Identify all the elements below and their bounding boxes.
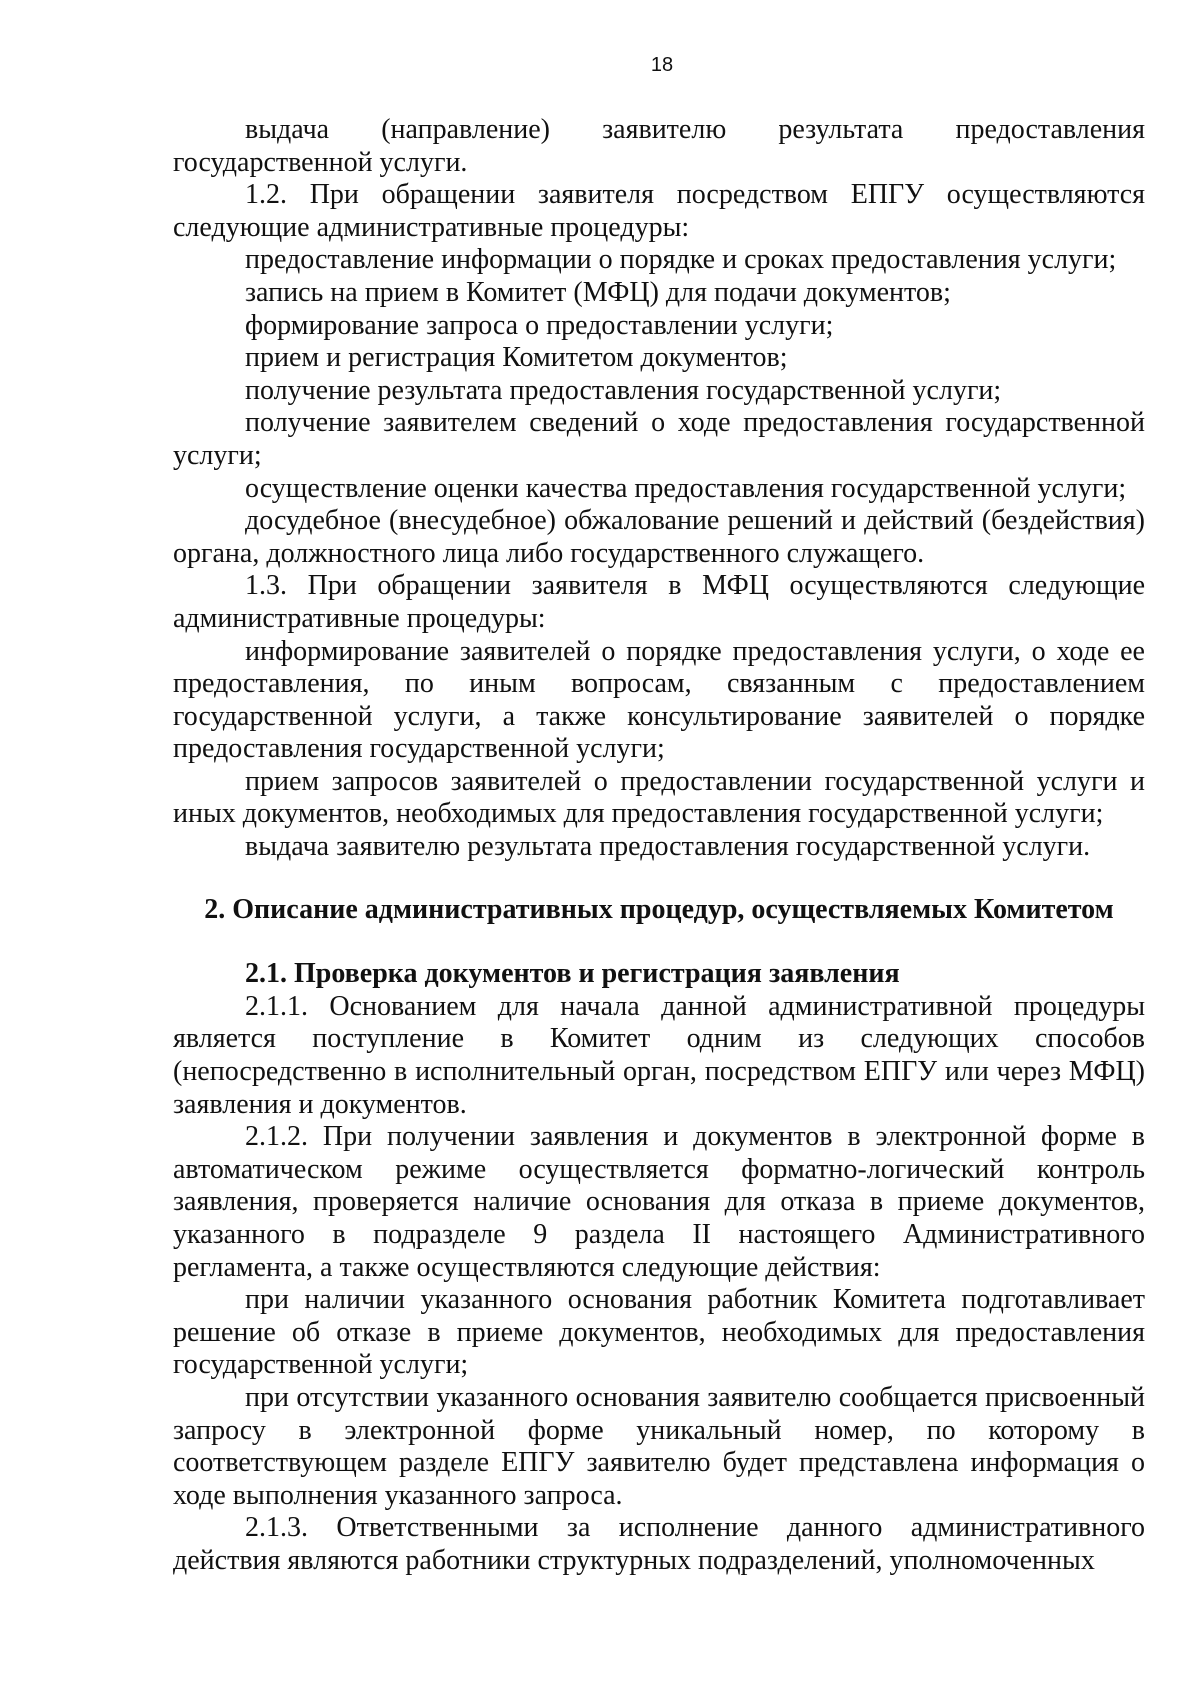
list-item: получение результата предоставления государственной услуги;	[245, 374, 1002, 406]
paragraph: при отсутствии указанного основания заявителю сообщается присвоенный запросу в электронной форме уникальный номер, по которому в соответствующем разделе ЕПГУ заявителю будет представлена информация о ходе выполнения указанного запроса.	[173, 1381, 1145, 1511]
list-item: прием запросов заявителей о предоставлении государственной услуги и иных документов, необходимых для предоставления государственной услуги;	[173, 765, 1145, 830]
list-item: выдача заявителю результата предоставления государственной услуги.	[245, 831, 1091, 863]
paragraph: 1.3. При обращении заявителя в МФЦ осуществляются следующие административные процедуры:	[173, 570, 1145, 634]
list-item: предоставление информации о порядке и сроках предоставления услуги;	[245, 244, 1117, 276]
document-body	[173, 114, 1145, 1578]
page-number: 18	[650, 54, 674, 76]
section-heading: 2. Описание административных процедур, осуществляемых Комитетом	[204, 893, 1114, 925]
paragraph: выдача (направление) заявителю результата предоставления государственной услуги.	[173, 114, 1145, 178]
paragraph: 2.1.1. Основанием для начала данной административной процедуры является поступление в Комитет одним из следующих способов (непосредственно в исполнительный орган, посредством ЕПГУ или через МФЦ) заявления и документов.	[173, 990, 1145, 1120]
list-item: запись на прием в Комитет (МФЦ) для подачи документов;	[245, 276, 951, 308]
list-item: получение заявителем сведений о ходе предоставления государственной услуги;	[173, 407, 1145, 471]
paragraph: при наличии указанного основания работник Комитета подготавливает решение об отказе в приеме документов, необходимых для предоставления государственной услуги;	[173, 1284, 1145, 1381]
list-item: прием и регистрация Комитетом документов;	[245, 342, 788, 374]
list-item: осуществление оценки качества предоставления государственной услуги;	[245, 472, 1127, 504]
list-item: формирование запроса о предоставлении услуги;	[245, 309, 834, 341]
subsection-heading: 2.1. Проверка документов и регистрация заявления	[245, 958, 900, 990]
paragraph: 1.2. При обращении заявителя посредством ЕПГУ осуществляются следующие административные процедуры:	[173, 179, 1145, 243]
paragraph: 2.1.3. Ответственными за исполнение данного административного действия являются работники структурных подразделений, уполномоченных	[173, 1512, 1145, 1576]
paragraph: 2.1.2. При получении заявления и документов в электронной форме в автоматическом режиме осуществляется форматно-логический контроль заявления, проверяется наличие основания для отказа в приеме документов, указанного в подразделе 9 раздела II настоящего Административного регламента, а также осуществляются следующие действия:	[173, 1121, 1145, 1283]
list-item: информирование заявителей о порядке предоставления услуги, о ходе ее предоставления, по иным вопросам, связанным с предоставлением государственной услуги, а также консультирование заявителей о порядке предоставления государственной услуги;	[173, 635, 1145, 765]
list-item: досудебное (внесудебное) обжалование решений и действий (бездействия) органа, должностного лица либо государственного служащего.	[173, 505, 1145, 569]
